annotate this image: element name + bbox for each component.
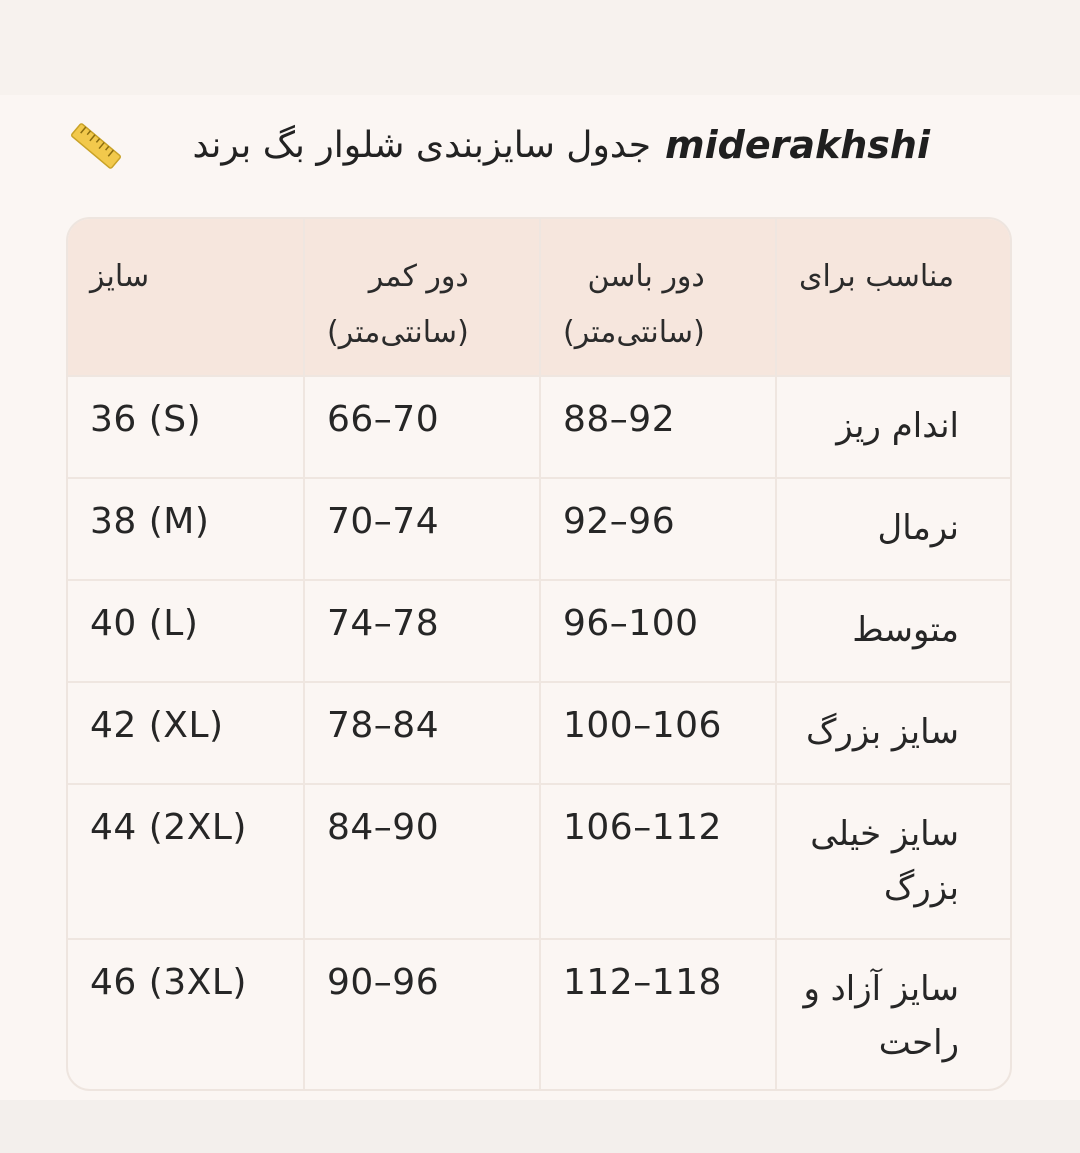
cell-fit (776, 682, 1010, 784)
cell-fit (776, 784, 1010, 939)
cell-fit-text: نرمال (877, 508, 959, 548)
cell-fit-text: اندام ریز (836, 406, 959, 446)
cell-waist: 78–84 (304, 682, 540, 784)
cell-fit-text: سایز خیلی بزرگ (810, 814, 959, 908)
cell-waist: 84–90 (304, 784, 540, 939)
header-hip-label: دور باسن (587, 259, 705, 294)
header-hip-unit: (سانتی‌متر) (563, 315, 705, 350)
table-header-row (68, 219, 1010, 376)
table-row (68, 682, 1010, 784)
cell-hip: 96–100 (540, 580, 776, 682)
page-title (60, 110, 930, 180)
header-size (68, 219, 304, 376)
cell-waist: 90–96 (304, 939, 540, 1091)
cell-fit-text: متوسط (852, 610, 959, 650)
table-row (68, 939, 1010, 1091)
header-waist-unit: (سانتی‌متر) (327, 315, 469, 350)
cell-size: 38 (M) (68, 478, 304, 580)
header-hip (540, 219, 776, 376)
table-row (68, 784, 1010, 939)
title-text: جدول سایزبندی شلوار بگ برند (192, 124, 651, 166)
cell-waist: 74–78 (304, 580, 540, 682)
header-size-label: سایز (90, 259, 150, 294)
cell-hip: 100–106 (540, 682, 776, 784)
table-row (68, 478, 1010, 580)
header-fit (776, 219, 1010, 376)
table-row (68, 376, 1010, 478)
cell-size: 46 (3XL) (68, 939, 304, 1091)
cell-hip: 88–92 (540, 376, 776, 478)
cell-waist: 70–74 (304, 478, 540, 580)
cell-fit (776, 376, 1010, 478)
cell-hip: 92–96 (540, 478, 776, 580)
header-waist (304, 219, 540, 376)
size-table-card (66, 217, 1012, 1091)
header-fit-label: مناسب برای (799, 259, 955, 294)
cell-size: 36 (S) (68, 376, 304, 478)
cell-fit-text: سایز آزاد و راحت (803, 969, 959, 1063)
cell-fit-text: سایز بزرگ (806, 712, 959, 752)
title-brand: miderakhshi (665, 123, 930, 167)
top-band (0, 0, 1080, 95)
bottom-band (0, 1100, 1080, 1153)
cell-size: 42 (XL) (68, 682, 304, 784)
cell-size: 44 (2XL) (68, 784, 304, 939)
cell-hip: 112–118 (540, 939, 776, 1091)
table-row (68, 580, 1010, 682)
cell-hip: 106–112 (540, 784, 776, 939)
cell-waist: 66–70 (304, 376, 540, 478)
cell-fit (776, 478, 1010, 580)
header-waist-label: دور کمر (368, 259, 469, 294)
cell-fit (776, 580, 1010, 682)
cell-fit (776, 939, 1010, 1091)
size-table (68, 219, 1010, 1091)
cell-size: 40 (L) (68, 580, 304, 682)
